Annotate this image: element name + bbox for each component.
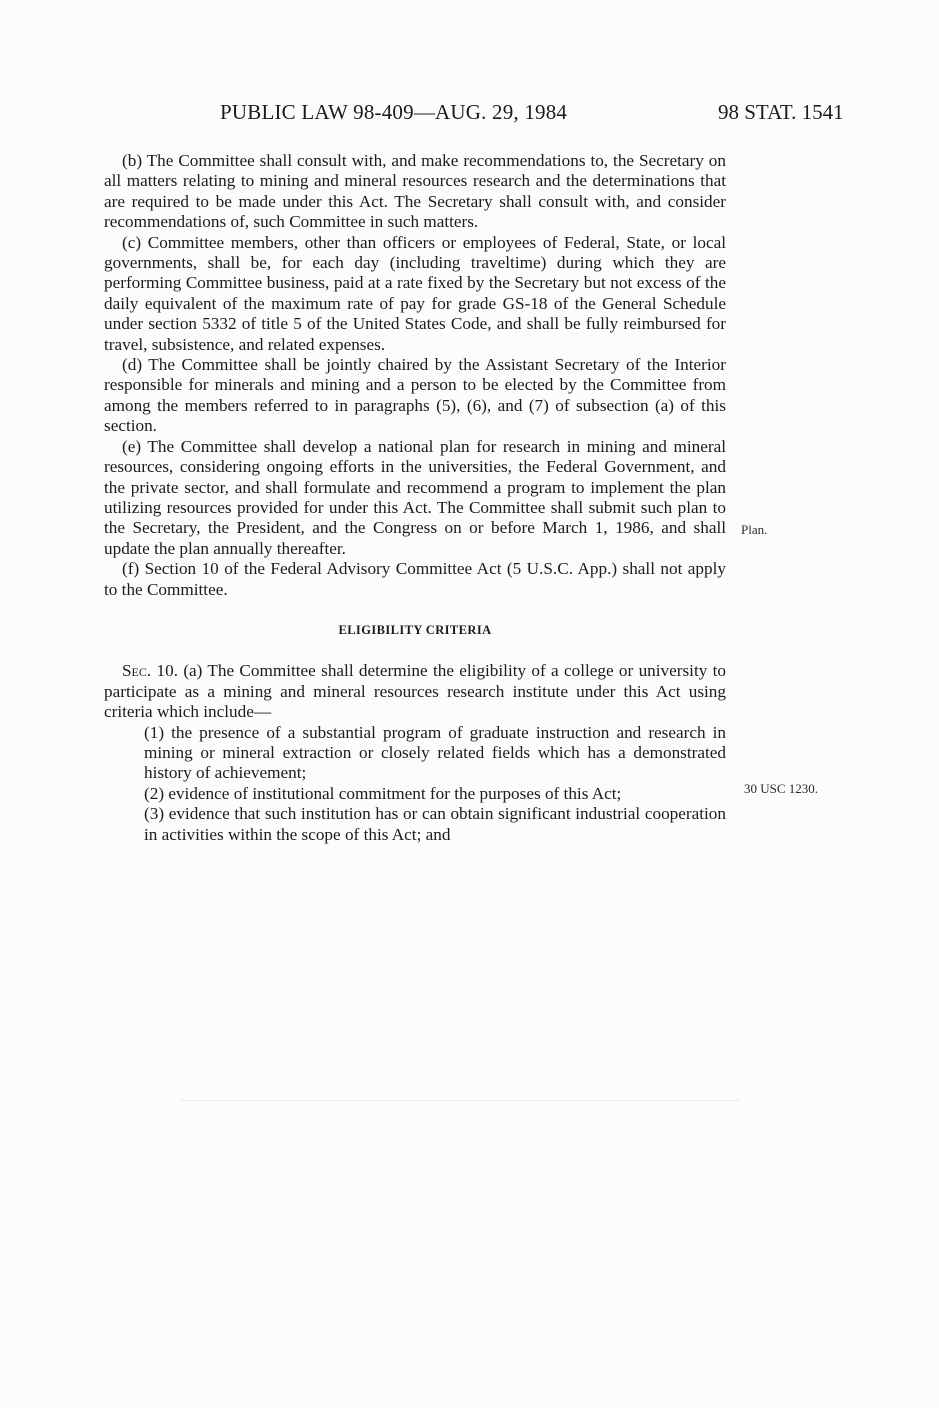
paragraph-e: (e) The Committee shall develop a national plan for research in mining and mineral resources, considering ongoing efforts in the universities, the Federal Government, and the private sector, and shall formulate and recommend a program to implement the plan utilizing resources provided for under this Act. The Committee shall submit such plan to the Secretary, the President, and the Congress on or before March 1, 1986, and shall update the plan annually thereafter. (104, 436, 726, 558)
bleed-through-shadow (180, 1100, 740, 1260)
criteria-item-1: (1) the presence of a substantial program of graduate instruction and research in mining or mineral extraction or closely related fields which has a demonstrated history of achievement; (144, 722, 726, 783)
paragraph-c: (c) Committee members, other than officers or employees of Federal, State, or local governments, shall be, for each day (including traveltime) during which they are performing Committee business, paid at a rate fixed by the Secretary but not excess of the daily equivalent of the maximum rate of pay for grade GS-18 of the General Schedule under section 5332 of title 5 of the United States Code, and shall be fully reimbursed for travel, subsistence, and related expenses. (104, 232, 726, 354)
criteria-item-2: (2) evidence of institutional commitment for the purposes of this Act; (144, 783, 622, 803)
body-text (104, 151, 726, 845)
paragraph-f: (f) Section 10 of the Federal Advisory Committee Act (5 U.S.C. App.) shall not apply to the Committee. (104, 559, 726, 599)
running-header-title: PUBLIC LAW 98-409—AUG. 29, 1984 (220, 100, 568, 124)
section-10-intro-text: (a) The Committee shall determine the eligibility of a college or university to participate as a mining and mineral resources research institute under this Act using criteria which include— (104, 661, 726, 722)
criteria-item-3: (3) evidence that such institution has or can obtain significant industrial cooperation in activities within the scope of this Act; and (144, 804, 726, 844)
margin-note-usc: 30 USC 1230. (744, 781, 819, 796)
section-10-intro (104, 661, 726, 722)
paragraph-d: (d) The Committee shall be jointly chaired by the Assistant Secretary of the Interior responsible for minerals and mining and a person to be elected by the Committee from among the members referred to in paragraphs (5), (6), and (7) of subsection (a) of this section. (104, 355, 726, 436)
margin-note-plan: Plan. (741, 522, 768, 537)
section-heading: ELIGIBILITY CRITERIA (338, 622, 492, 637)
running-header-page-number: 98 STAT. 1541 (718, 100, 844, 124)
paragraph-b: (b) The Committee shall consult with, and make recommendations to, the Secretary on all matters relating to mining and mineral resources research and the determinations that are required to be made under this Act. The Secretary shall consult with, and consider recommendations of, such Committee in such matters. (104, 151, 726, 232)
section-label: Sec. 10. (122, 661, 178, 681)
